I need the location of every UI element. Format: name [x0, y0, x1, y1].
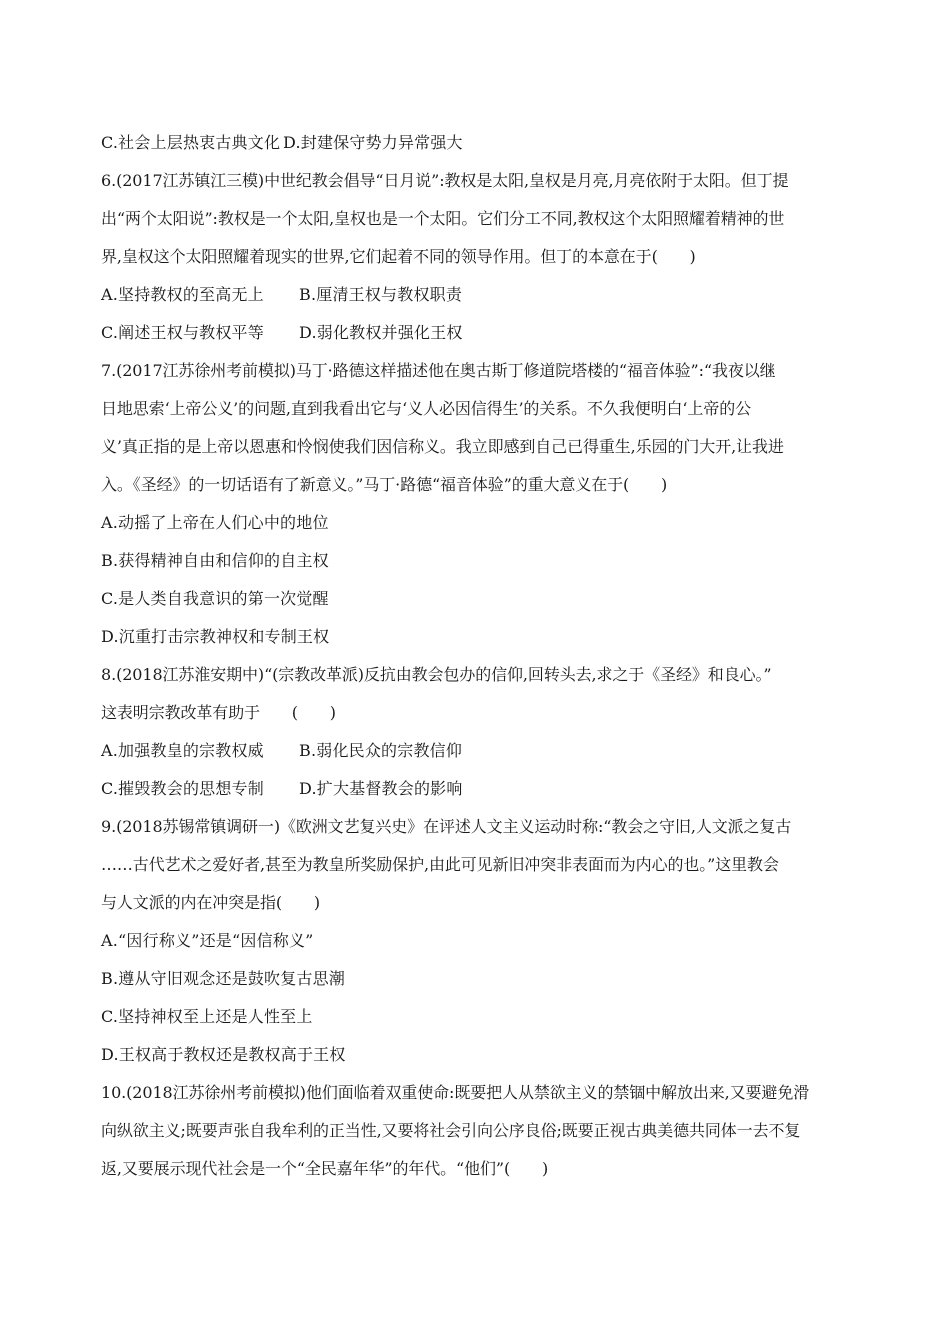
q9-option-c: C.坚持神权至上还是人性至上 [101, 1007, 313, 1026]
q7-stem-line-1: 7.(2017江苏徐州考前模拟)马丁·路德这样描述他在奥古斯丁修道院塔楼的“福音体验”:“我夜以继 [101, 361, 776, 380]
q8-options-row-2 [101, 770, 853, 808]
q7-option-a: A.动摇了上帝在人们心中的地位 [101, 513, 329, 532]
q7-stem-line-4: 入。《圣经》的一切话语有了新意义。”马丁·路德“福音体验”的重大意义在于( ) [101, 475, 668, 494]
q9-stem-line-3: 与人文派的内在冲突是指( ) [101, 893, 320, 912]
q7-stem-line-2: 日地思索‘上帝公义’的问题,直到我看出它与‘义人必因信得生’的关系。不久我便明白‘上帝的公 [101, 399, 752, 418]
q8-option-b: B.弱化民众的宗教信仰 [299, 741, 463, 760]
q7-option-c: C.是人类自我意识的第一次觉醒 [101, 589, 329, 608]
q5-option-d: D.封建保守势力异常强大 [283, 133, 463, 152]
q9-stem-line-1: 9.(2018苏锡常镇调研一)《欧洲文艺复兴史》在评述人文主义运动时称:“教会之守旧,人文派之复古 [101, 817, 792, 836]
q9-stem-line-2: ……古代艺术之爱好者,甚至为教皇所奖励保护,由此可见新旧冲突非表面而为内心的也。”这里教会 [101, 855, 779, 874]
q9-option-d: D.王权高于教权还是教权高于王权 [101, 1045, 346, 1064]
q6-option-a: A.坚持教权的至高无上 [101, 285, 264, 304]
q6-options-row-2 [101, 314, 853, 352]
q6-stem-line-3: 界,皇权这个太阳照耀着现实的世界,它们起着不同的领导作用。但丁的本意在于( ) [101, 247, 696, 266]
q10-stem-line-1: 10.(2018江苏徐州考前模拟)他们面临着双重使命:既要把人从禁欲主义的禁锢中解放出来,又要避免滑 [101, 1083, 810, 1102]
q6-option-c: C.阐述王权与教权平等 [101, 323, 264, 342]
q7-stem-line-3: 义’真正指的是上帝以恩惠和怜悯使我们因信称义。我立即感到自己已得重生,乐园的门大开,让我进 [101, 437, 784, 456]
q8-option-d: D.扩大基督教会的影响 [299, 779, 463, 798]
q6-stem-line-2: 出“两个太阳说”:教权是一个太阳,皇权也是一个太阳。它们分工不同,教权这个太阳照耀着精神的世 [101, 209, 785, 228]
q7-option-b: B.获得精神自由和信仰的自主权 [101, 551, 329, 570]
q8-option-c: C.摧毁教会的思想专制 [101, 779, 264, 798]
q6-stem-line-1: 6.(2017江苏镇江三模)中世纪教会倡导“日月说”:教权是太阳,皇权是月亮,月亮依附于太阳。但丁提 [101, 171, 789, 190]
document-page [101, 124, 853, 1188]
q7-option-d: D.沉重打击宗教神权和专制王权 [101, 627, 330, 646]
q6-option-d: D.弱化教权并强化王权 [299, 323, 463, 342]
q8-option-a: A.加强教皇的宗教权威 [101, 741, 264, 760]
q9-option-b: B.遵从守旧观念还是鼓吹复古思潮 [101, 969, 346, 988]
q9-option-a: A.“因行称义”还是“因信称义” [101, 931, 314, 950]
q6-options-row-1 [101, 276, 853, 314]
q6-option-b: B.厘清王权与教权职责 [299, 285, 463, 304]
q8-stem-line-2: 这表明宗教改革有助于 ( ) [101, 703, 336, 722]
q10-stem-line-3: 返,又要展示现代社会是一个“全民嘉年华”的年代。“他们”( ) [101, 1159, 549, 1178]
q8-options-row-1 [101, 732, 853, 770]
q5-options-row [101, 124, 853, 162]
q10-stem-line-2: 向纵欲主义;既要声张自我牟利的正当性,又要将社会引向公序良俗;既要正视古典美德共同体一去不复 [101, 1121, 801, 1140]
q8-stem-line-1: 8.(2018江苏淮安期中)“(宗教改革派)反抗由教会包办的信仰,回转头去,求之于《圣经》和良心。” [101, 665, 772, 684]
q5-option-c: C.社会上层热衷古典文化 [101, 133, 281, 152]
